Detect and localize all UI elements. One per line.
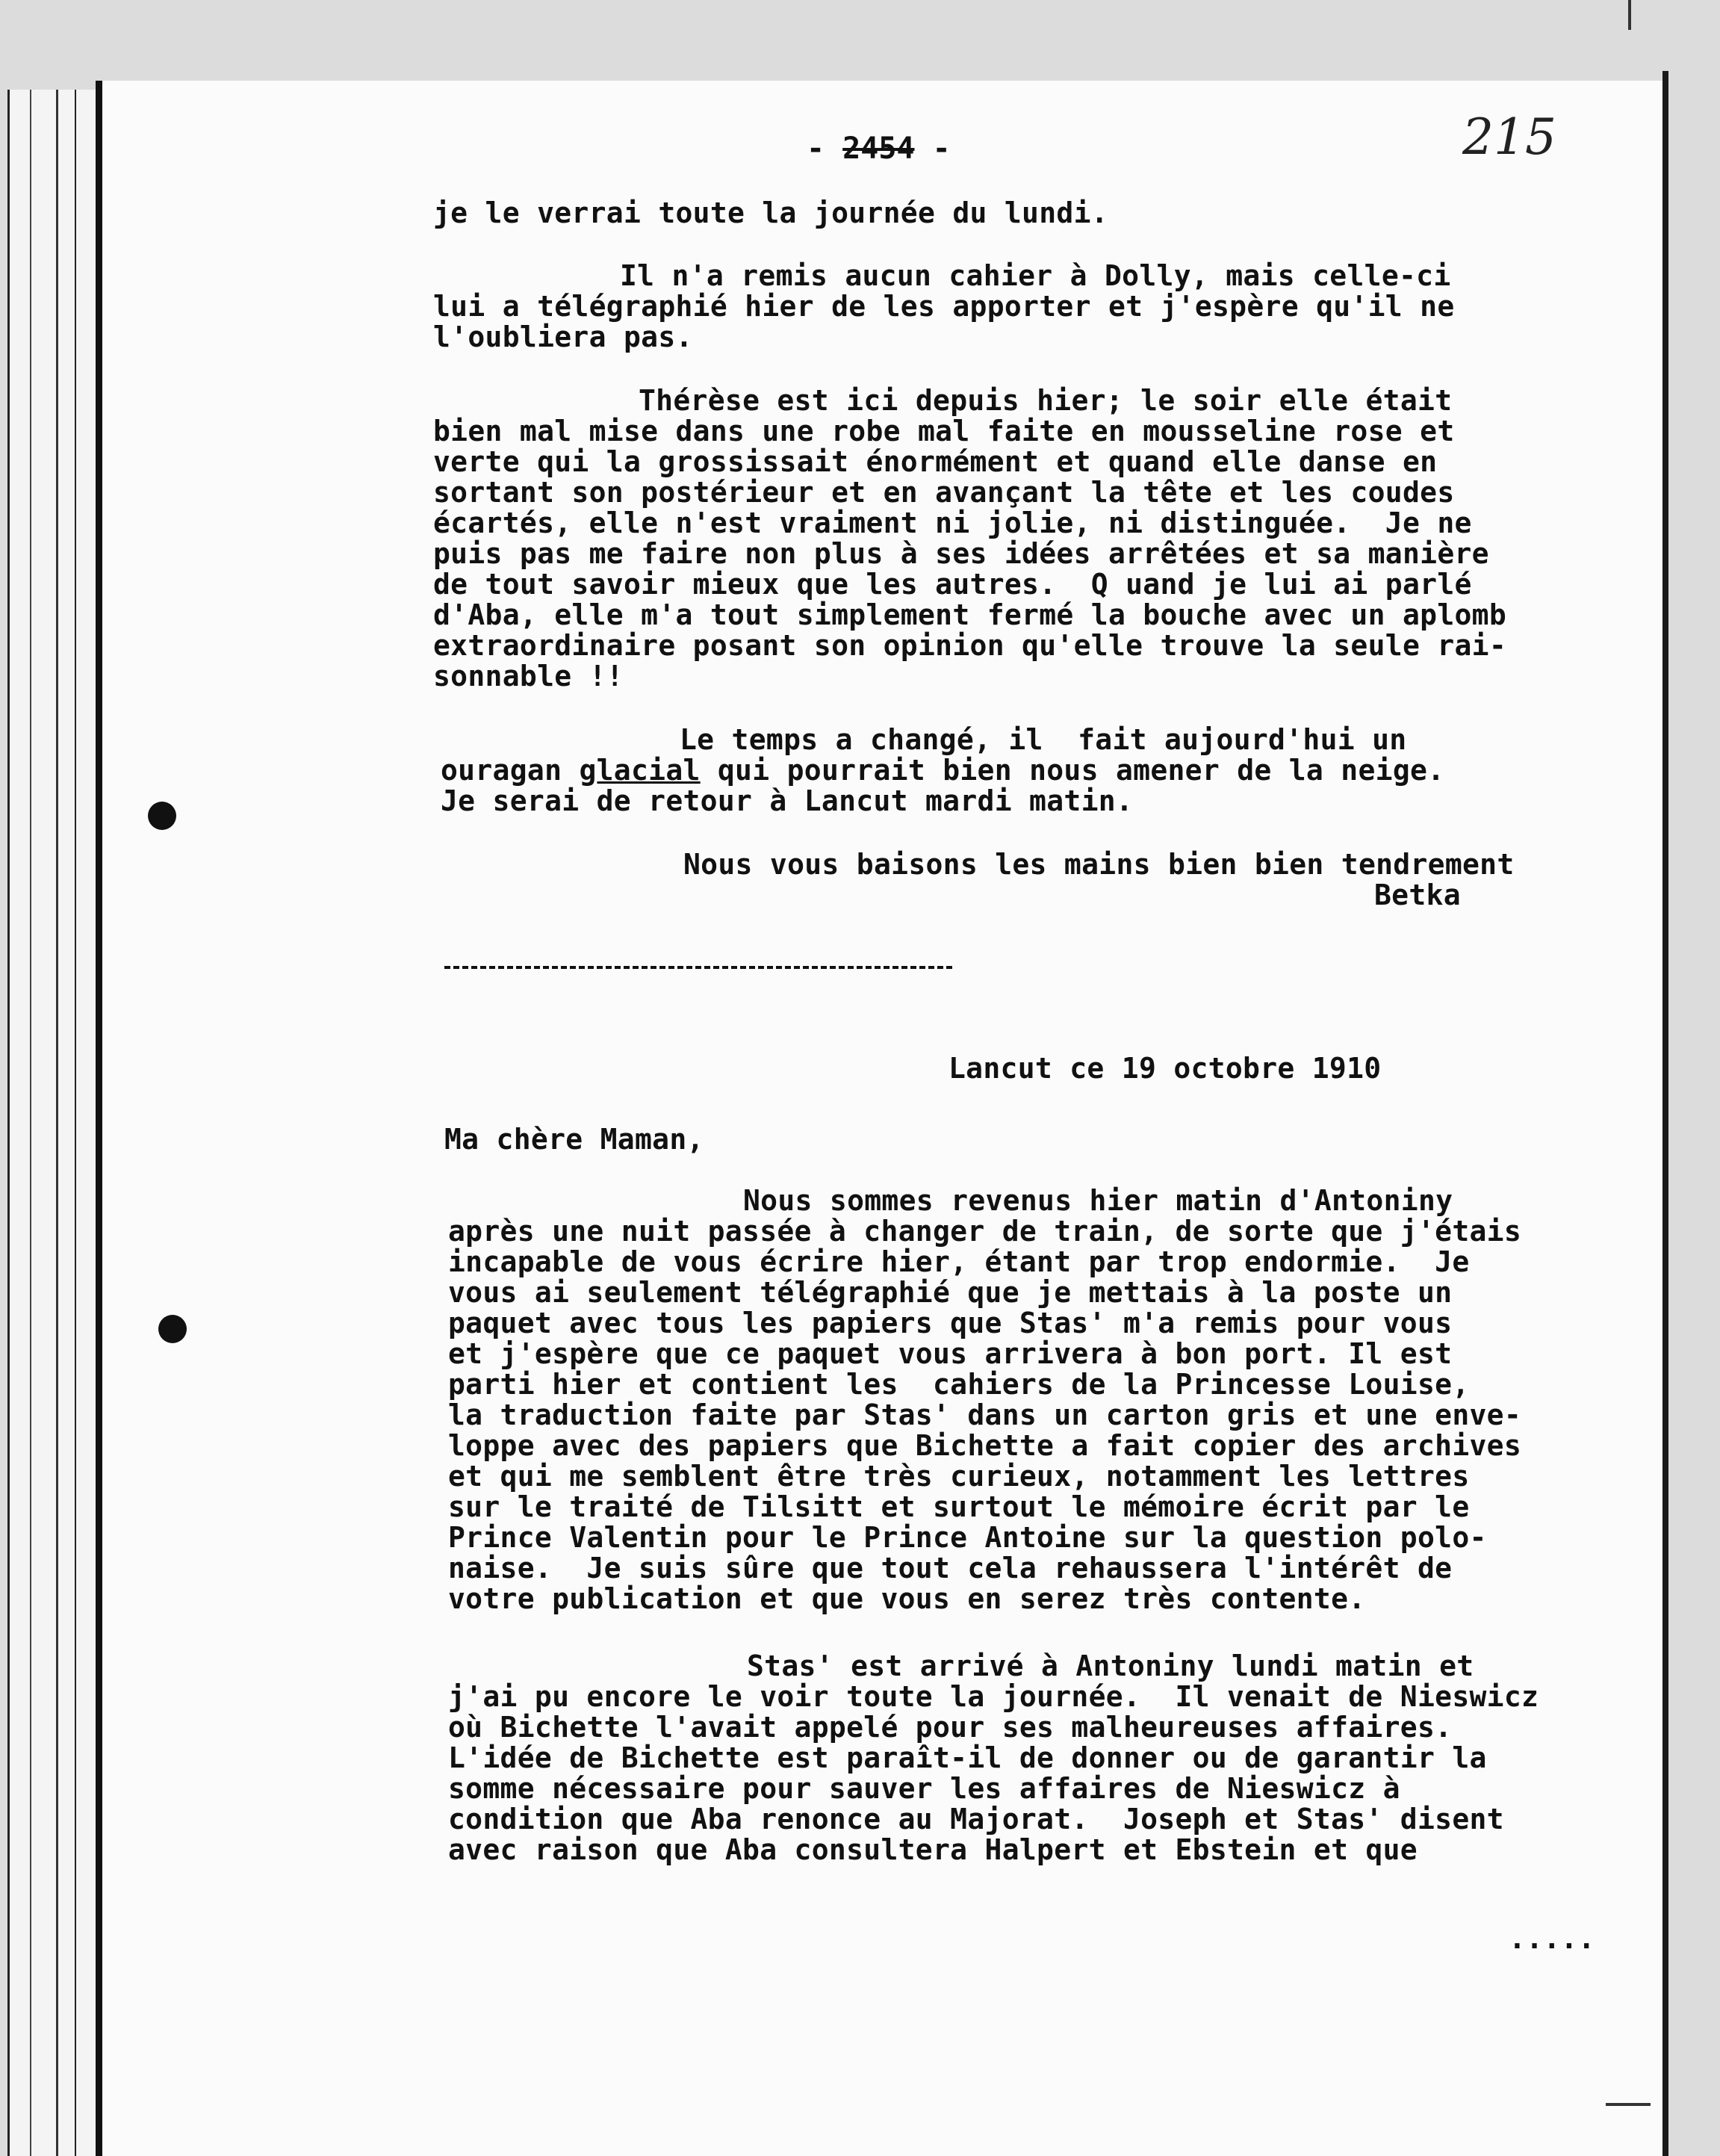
letter2-line: Nous sommes revenus hier matin d'Antoniny	[743, 1184, 1453, 1217]
scan-mark	[1606, 2103, 1651, 2106]
letter2-line: après une nuit passée à changer de train, de sorte que j'étais	[448, 1215, 1522, 1248]
letter2-line: la traduction faite par Stas' dans un carton gris et une enve-	[448, 1398, 1522, 1431]
letter1-line: je le verrai toute la journée du lundi.	[433, 196, 1108, 229]
letter2-line: parti hier et contient les cahiers de la Princesse Louise,	[448, 1368, 1470, 1401]
letter2-line: loppe avec des papiers que Bichette a fait copier des archives	[448, 1429, 1522, 1462]
page-number-value: 2454	[842, 131, 915, 166]
letter1-line: Je serai de retour à Lancut mardi matin.	[441, 784, 1134, 817]
letter2-line: j'ai pu encore le voir toute la journée. Il venait de Nieswicz	[448, 1680, 1539, 1713]
letter2-line: condition que Aba renonce au Majorat. Joseph et Stas' disent	[448, 1803, 1504, 1836]
letter2-line: votre publication et que vous en serez très contente.	[448, 1582, 1366, 1615]
letter1-line: d'Aba, elle m'a tout simplement fermé la bouche avec un aplomb	[433, 598, 1507, 631]
handwritten-page-number: 215	[1462, 108, 1556, 166]
letter2-line: somme nécessaire pour sauver les affaires de Nieswicz à	[448, 1772, 1400, 1805]
letter1-line: Thérèse est ici depuis hier; le soir elle était	[639, 384, 1453, 417]
letter1-line: écartés, elle n'est vraiment ni jolie, ni distinguée. Je ne	[433, 507, 1472, 539]
letter1-line: sonnable !!	[433, 660, 624, 693]
letter2-line: paquet avec tous les papiers que Stas' m'a remis pour vous	[448, 1307, 1453, 1339]
letter2-line: et j'espère que ce paquet vous arrivera à bon port. Il est	[448, 1337, 1453, 1370]
dateline: Lancut ce 19 octobre 1910	[949, 1052, 1382, 1085]
letter1-line-ouragan	[441, 755, 1444, 786]
letter1-line: extraordinaire posant son opinion qu'elle trouve la seule rai-	[433, 629, 1507, 662]
ouragan-word: ouragan	[441, 754, 562, 787]
scan-mark	[1628, 0, 1631, 30]
letter1-line: de tout savoir mieux que les autres. Q uand je lui ai parlé	[433, 568, 1472, 601]
page-number: - 2454 -	[807, 131, 951, 166]
letter2-line: naise. Je suis sûre que tout cela rehaussera l'intérêt de	[448, 1552, 1453, 1585]
signature: Betka	[1374, 879, 1461, 911]
letter1-line: verte qui la grossissait énormément et quand elle danse en	[433, 445, 1438, 478]
letter1-line: lui a télégraphié hier de les apporter et j'espère qu'il ne	[433, 290, 1455, 323]
letter1-line-rest: qui pourrait bien nous amener de la neige.	[717, 754, 1445, 787]
closing-line: Nous vous baisons les mains bien bien tendrement	[683, 848, 1515, 881]
continuation-dots: .....	[1509, 1922, 1595, 1955]
letter2-line: où Bichette l'avait appelé pour ses malheureuses affaires.	[448, 1711, 1453, 1744]
letter1-line: bien mal mise dans une robe mal faite en mousseline rose et	[433, 415, 1455, 447]
punch-hole	[158, 1315, 187, 1343]
letter2-line: et qui me semblent être très curieux, notamment les lettres	[448, 1460, 1470, 1493]
letter2-line: L'idée de Bichette est paraît-il de donner ou de garantir la	[448, 1741, 1487, 1774]
letter2-line: sur le traité de Tilsitt et surtout le mémoire écrit par le	[448, 1490, 1470, 1523]
letter1-line: Il n'a remis aucun cahier à Dolly, mais celle-ci	[620, 259, 1451, 292]
punch-hole	[148, 802, 176, 830]
letter2-line: vous ai seulement télégraphié que je mettais à la poste un	[448, 1276, 1453, 1309]
letter1-line: sortant son postérieur et en avançant la tête et les coudes	[433, 476, 1455, 509]
letter-separator	[444, 966, 952, 969]
letter1-line: l'oubliera pas.	[433, 320, 693, 353]
letter1-line: Le temps a changé, il fait aujourd'hui un	[680, 723, 1407, 756]
salutation: Ma chère Maman,	[444, 1123, 704, 1156]
letter1-line: puis pas me faire non plus à ses idées arrêtées et sa manière	[433, 537, 1489, 570]
page-right-edge	[1662, 71, 1668, 2156]
letter2-line: Stas' est arrivé à Antoniny lundi matin et	[747, 1649, 1474, 1682]
letter2-line: avec raison que Aba consultera Halpert et Ebstein et que	[448, 1833, 1418, 1866]
glacial-word: glacial	[579, 754, 701, 787]
letter2-line: Prince Valentin pour le Prince Antoine sur la question polo-	[448, 1521, 1487, 1554]
letter2-line: incapable de vous écrire hier, étant par trop endormie. Je	[448, 1245, 1470, 1278]
